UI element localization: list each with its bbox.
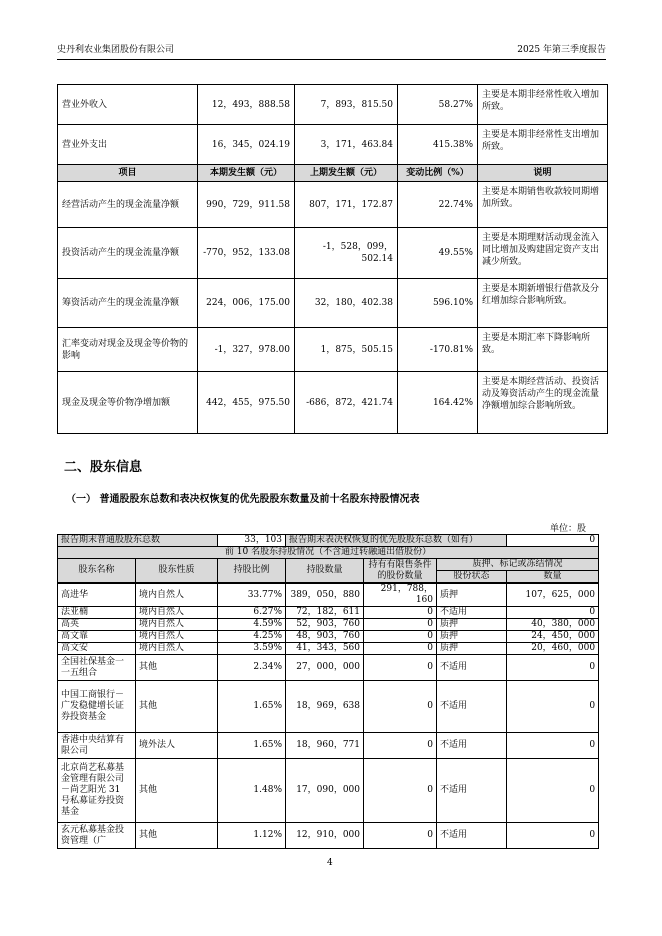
previous-cell: 7，893，815.50 <box>295 85 398 125</box>
holder-nature: 境内自然人 <box>136 643 218 655</box>
holder-ratio: 6.27% <box>218 607 286 619</box>
holder-count: 0 <box>507 655 599 681</box>
holder-restricted: 0 <box>364 759 437 823</box>
previous-cell: 32，180，402.38 <box>295 279 398 328</box>
holder-quantity: 18，969，638 <box>286 681 364 733</box>
table-row <box>58 547 599 559</box>
table-row <box>58 328 608 372</box>
company-name: 史丹利农业集团股份有限公司 <box>57 45 175 55</box>
change-cell: 415.38% <box>398 125 478 165</box>
item-cell: 汇率变动对现金及现金等价物的影响 <box>58 328 198 372</box>
page-number: 4 <box>327 858 333 868</box>
holder-status: 不适用 <box>437 681 507 733</box>
holder-nature: 其他 <box>136 655 218 681</box>
note-cell: 主要是本期经营活动、投资活动及筹资活动产生的现金流量净额增加综合影响所致。 <box>478 372 608 434</box>
current-cell: -1，327，978.00 <box>198 328 295 372</box>
note-cell: 主要是本期理财活动现金流入同比增加及购建固定资产支出减少所致。 <box>478 228 608 279</box>
total-holders-value: 33，103 <box>218 535 286 547</box>
table-row <box>58 631 599 643</box>
holder-quantity: 389，050，880 <box>286 583 364 607</box>
previous-cell: -1，528，099，502.14 <box>295 228 398 279</box>
holder-status: 质押 <box>437 619 507 631</box>
holder-name: 全国社保基金一一五组合 <box>58 655 136 681</box>
table-row <box>58 655 599 681</box>
holder-ratio: 4.59% <box>218 619 286 631</box>
holder-status: 质押 <box>437 643 507 655</box>
table-row <box>58 619 599 631</box>
holder-name: 玄元私募基金投资管理（广 <box>58 823 136 849</box>
table-header-row <box>58 559 599 571</box>
current-cell: 224，006，175.00 <box>198 279 295 328</box>
holder-status: 质押 <box>437 631 507 643</box>
current-cell: 12，493，888.58 <box>198 85 295 125</box>
holder-count: 0 <box>507 733 599 759</box>
table-row <box>58 279 608 328</box>
holder-quantity: 41，343，560 <box>286 643 364 655</box>
change-cell: 596.10% <box>398 279 478 328</box>
item-cell: 营业外收入 <box>58 85 198 125</box>
cashflow-table <box>57 84 608 434</box>
holder-count: 0 <box>507 823 599 849</box>
note-cell: 主要是本期非经常性支出增加所致。 <box>478 125 608 165</box>
header-restricted: 持有有限售条件的股份数量 <box>364 559 437 584</box>
table-row <box>58 85 608 125</box>
item-cell: 营业外支出 <box>58 125 198 165</box>
table-row <box>58 535 599 547</box>
holder-ratio: 3.59% <box>218 643 286 655</box>
holder-ratio: 2.34% <box>218 655 286 681</box>
holder-nature: 境外法人 <box>136 733 218 759</box>
holder-status: 不适用 <box>437 655 507 681</box>
holder-status: 质押 <box>437 583 507 607</box>
change-cell: 58.27% <box>398 85 478 125</box>
holder-restricted: 0 <box>364 607 437 619</box>
shareholder-table <box>57 534 599 849</box>
holder-quantity: 48，903，760 <box>286 631 364 643</box>
note-cell: 主要是本期新增银行借款及分红增加综合影响所致。 <box>478 279 608 328</box>
table-row <box>58 823 599 849</box>
holder-ratio: 1.65% <box>218 733 286 759</box>
current-cell: -770，952，133.08 <box>198 228 295 279</box>
change-cell: -170.81% <box>398 328 478 372</box>
previous-cell: 3，171，463.84 <box>295 125 398 165</box>
section-subtitle: （一） 普通股股东总数和表决权恢复的优先股股东数量及前十名股东持股情况表 <box>66 494 420 505</box>
header-count: 数量 <box>507 571 599 584</box>
holder-name: 高英 <box>58 619 136 631</box>
table-row <box>58 643 599 655</box>
holder-name: 高进华 <box>58 583 136 607</box>
change-cell: 164.42% <box>398 372 478 434</box>
table-row <box>58 372 608 434</box>
holder-status: 不适用 <box>437 823 507 849</box>
holder-quantity: 72，182，611 <box>286 607 364 619</box>
holder-nature: 其他 <box>136 681 218 733</box>
holder-quantity: 17，090，000 <box>286 759 364 823</box>
holder-count: 0 <box>507 759 599 823</box>
note-cell: 主要是本期汇率下降影响所致。 <box>478 328 608 372</box>
holder-nature: 境内自然人 <box>136 631 218 643</box>
holder-nature: 境内自然人 <box>136 607 218 619</box>
holder-name: 高文靠 <box>58 631 136 643</box>
holder-status: 不适用 <box>437 733 507 759</box>
holder-restricted: 291，788，160 <box>364 583 437 607</box>
header-nature: 股东性质 <box>136 559 218 584</box>
table-row <box>58 733 599 759</box>
holder-name: 北京尚艺私募基金管理有限公司－尚艺阳光 31 号私募证券投资基金 <box>58 759 136 823</box>
header-ratio: 持股比例 <box>218 559 286 584</box>
table-row <box>58 607 599 619</box>
holder-count: 20，460，000 <box>507 643 599 655</box>
header-item: 项目 <box>58 165 198 182</box>
table-row <box>58 228 608 279</box>
header-current: 本期发生额（元） <box>198 165 295 182</box>
holder-restricted: 0 <box>364 733 437 759</box>
holder-count: 107，625，000 <box>507 583 599 607</box>
holder-ratio: 1.65% <box>218 681 286 733</box>
previous-cell: 1，875，505.15 <box>295 328 398 372</box>
page-header <box>57 44 606 60</box>
holder-nature: 其他 <box>136 759 218 823</box>
table-row <box>58 583 599 607</box>
holder-name: 法亚楠 <box>58 607 136 619</box>
change-cell: 49.55% <box>398 228 478 279</box>
current-cell: 990，729，911.58 <box>198 182 295 228</box>
holder-name: 高文安 <box>58 643 136 655</box>
holder-restricted: 0 <box>364 823 437 849</box>
table-header-row <box>58 165 608 182</box>
holder-restricted: 0 <box>364 631 437 643</box>
holder-ratio: 4.25% <box>218 631 286 643</box>
holder-ratio: 33.77% <box>218 583 286 607</box>
holder-quantity: 12，910，000 <box>286 823 364 849</box>
preferred-holders-value: 0 <box>507 535 599 547</box>
holder-ratio: 1.48% <box>218 759 286 823</box>
item-cell: 经营活动产生的现金流量净额 <box>58 182 198 228</box>
header-previous: 上期发生额（元） <box>295 165 398 182</box>
note-cell: 主要是本期非经常性收入增加所致。 <box>478 85 608 125</box>
holder-count: 24，450，000 <box>507 631 599 643</box>
header-change: 变动比例（%） <box>398 165 478 182</box>
table-row <box>58 125 608 165</box>
total-holders-label: 报告期末普通股股东总数 <box>58 535 218 547</box>
current-cell: 16，345，024.19 <box>198 125 295 165</box>
top10-title: 前 10 名股东持股情况（不含通过转融通出借股份） <box>58 547 599 559</box>
holder-status: 不适用 <box>437 759 507 823</box>
holder-nature: 境内自然人 <box>136 583 218 607</box>
header-quantity: 持股数量 <box>286 559 364 584</box>
holder-status: 不适用 <box>437 607 507 619</box>
unit-label: 单位：股 <box>550 524 587 534</box>
previous-cell: -686，872，421.74 <box>295 372 398 434</box>
holder-name: 中国工商银行－广发稳健增长证券投资基金 <box>58 681 136 733</box>
current-cell: 442，455，975.50 <box>198 372 295 434</box>
holder-nature: 境内自然人 <box>136 619 218 631</box>
holder-nature: 其他 <box>136 823 218 849</box>
holder-restricted: 0 <box>364 619 437 631</box>
holder-restricted: 0 <box>364 655 437 681</box>
header-pledge: 质押、标记或冻结情况 <box>437 559 599 571</box>
item-cell: 现金及现金等价物净增加额 <box>58 372 198 434</box>
holder-name: 香港中央结算有限公司 <box>58 733 136 759</box>
table-row <box>58 681 599 733</box>
holder-quantity: 27，000，000 <box>286 655 364 681</box>
header-note: 说明 <box>478 165 608 182</box>
holder-quantity: 18，960，771 <box>286 733 364 759</box>
report-title: 2025 年第三季度报告 <box>517 45 606 55</box>
header-name: 股东名称 <box>58 559 136 584</box>
header-status: 股份状态 <box>437 571 507 584</box>
change-cell: 22.74% <box>398 182 478 228</box>
section-title: 二、股东信息 <box>64 460 143 475</box>
holder-count: 0 <box>507 681 599 733</box>
holder-quantity: 52，903，760 <box>286 619 364 631</box>
note-cell: 主要是本期销售收款较同期增加所致。 <box>478 182 608 228</box>
table-row <box>58 182 608 228</box>
table-row <box>58 759 599 823</box>
preferred-holders-label: 报告期末表决权恢复的优先股股东总数（如有） <box>286 535 507 547</box>
holder-count: 0 <box>507 607 599 619</box>
item-cell: 筹资活动产生的现金流量净额 <box>58 279 198 328</box>
previous-cell: 807，171，172.87 <box>295 182 398 228</box>
holder-count: 40，380，000 <box>507 619 599 631</box>
holder-ratio: 1.12% <box>218 823 286 849</box>
item-cell: 投资活动产生的现金流量净额 <box>58 228 198 279</box>
holder-restricted: 0 <box>364 643 437 655</box>
holder-restricted: 0 <box>364 681 437 733</box>
